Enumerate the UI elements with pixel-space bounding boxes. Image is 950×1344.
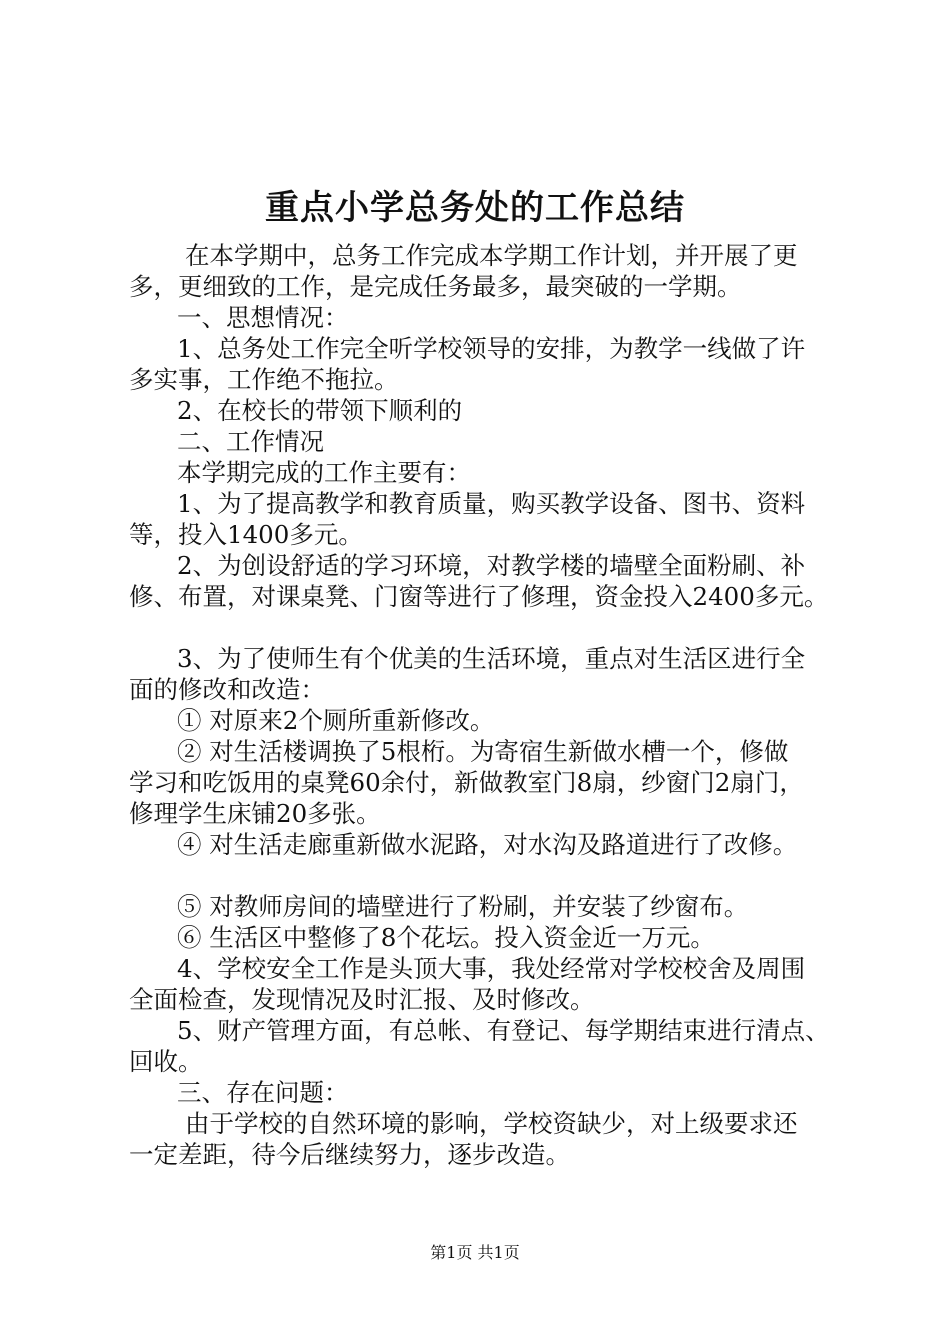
- paragraph-line: 由于学校的自然环境的影响，学校资缺少，对上级要求还: [185, 1109, 798, 1138]
- paragraph-line: ⑤ 对教师房间的墙壁进行了粉刷，并安装了纱窗布。: [177, 892, 749, 921]
- paragraph-line: 2、在校长的带领下顺利的: [177, 396, 463, 425]
- blank-line: [129, 612, 849, 643]
- paragraph-line: ⑥ 生活区中整修了8个花坛。投入资金近一万元。: [177, 923, 715, 952]
- paragraph-line: 3、为了使师生有个优美的生活环境，重点对生活区进行全: [177, 644, 806, 673]
- paragraph-line: ④ 对生活走廊重新做水泥路，对水沟及路道进行了改修。: [177, 830, 798, 859]
- paragraph-line: 1、总务处工作完全听学校领导的安排，为教学一线做了许: [177, 334, 806, 363]
- paragraph-line: 一定差距，待今后继续努力，逐步改造。: [129, 1140, 570, 1169]
- section-heading: 一、思想情况：: [177, 303, 349, 332]
- document-title: 重点小学总务处的工作总结: [265, 188, 685, 228]
- paragraph-line: 多实事，工作绝不拖拉。: [129, 365, 399, 394]
- paragraph-line: 5、财产管理方面，有总帐、有登记、每学期结束进行清点、: [177, 1016, 830, 1045]
- paragraph-line: 4、学校安全工作是头顶大事，我处经常对学校校舍及周围: [177, 954, 806, 983]
- paragraph-line: 本学期完成的工作主要有：: [177, 458, 471, 487]
- paragraph-line: 面的修改和改造：: [129, 675, 325, 704]
- paragraph-line: ② 对生活楼调换了5根桁。为寄宿生新做水槽一个，修做: [177, 737, 789, 766]
- paragraph-line: 修、布置，对课桌凳、门窗等进行了修理，资金投入2400多元。: [129, 582, 829, 611]
- document-body: [129, 240, 849, 1170]
- section-heading: 二、工作情况: [177, 427, 324, 456]
- paragraph-line: 在本学期中，总务工作完成本学期工作计划，并开展了更: [185, 241, 798, 270]
- blank-line: [129, 860, 849, 891]
- paragraph-line: ① 对原来2个厕所重新修改。: [177, 706, 495, 735]
- paragraph-line: 回收。: [129, 1047, 203, 1076]
- paragraph-line: 1、为了提高教学和教育质量，购买教学设备、图书、资料: [177, 489, 806, 518]
- paragraph-line: 学习和吃饭用的桌凳60余付，新做教室门8扇，纱窗门2扇门，: [129, 768, 804, 797]
- paragraph-line: 等，投入1400多元。: [129, 520, 363, 549]
- paragraph-line: 多，更细致的工作，是完成任务最多，最突破的一学期。: [129, 272, 742, 301]
- page-number-footer: 第1页 共1页: [430, 1243, 520, 1262]
- section-heading: 三、存在问题：: [177, 1078, 349, 1107]
- paragraph-line: 全面检查，发现情况及时汇报、及时修改。: [129, 985, 595, 1014]
- paragraph-line: 2、为创设舒适的学习环境，对教学楼的墙壁全面粉刷、补: [177, 551, 806, 580]
- paragraph-line: 修理学生床铺20多张。: [129, 799, 381, 828]
